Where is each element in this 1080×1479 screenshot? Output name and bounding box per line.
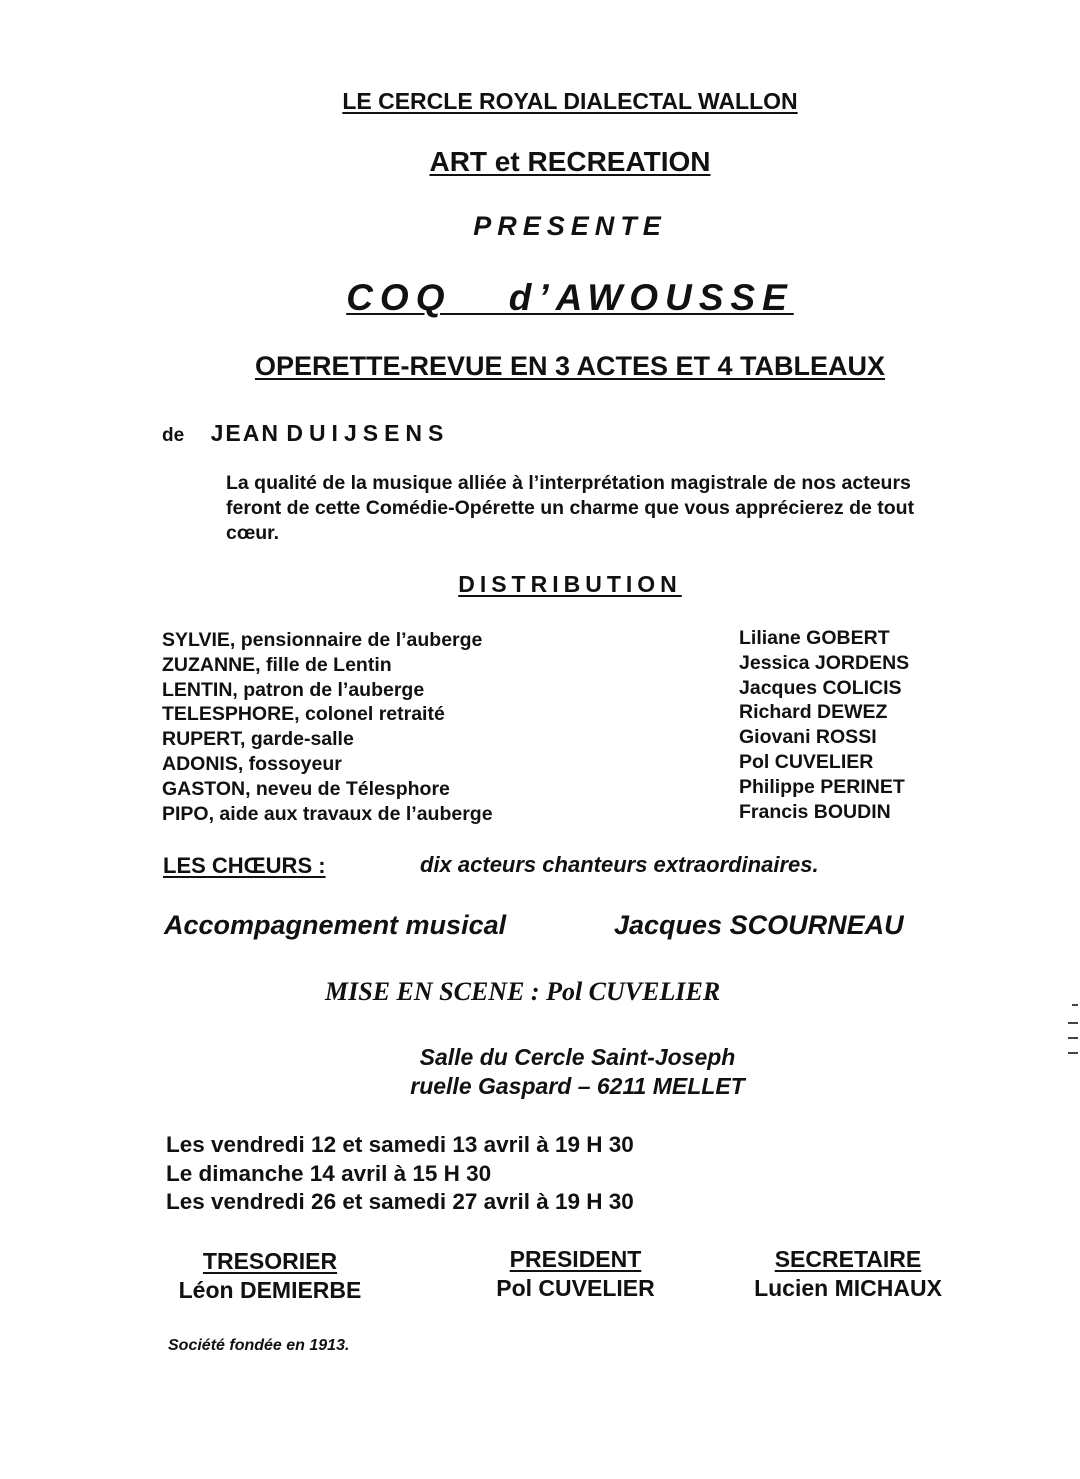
officer-president [458,1246,693,1302]
cast-role: PIPO, aide aux travaux de l’auberge [162,802,493,825]
organisation-name: LE CERCLE ROYAL DIALECTAL WALLON [342,88,798,114]
venue-name: Salle du Cercle Saint-Joseph [419,1044,736,1070]
description-paragraph: La qualité de la musique alliée à l’interprétation magistrale de nos acteurs feront de cette Comédie-Opérette un charme que vous apprécierez de tout cœur. [226,472,915,544]
author-prefix: de [162,425,185,446]
organisation-subtitle: ART et RECREATION [429,146,711,177]
cast-actor: Liliane GOBERT [739,627,890,649]
cast-actor: Jacques COLICIS [739,676,902,699]
cast-roles-column [162,628,493,826]
performance-dates [166,1131,634,1217]
officer-secretary [728,1246,968,1302]
date-line: Les vendredi 26 et samedi 27 avril à 19 H 30 [166,1189,634,1214]
cast-role: TELESPHORE, colonel retraité [162,703,445,726]
presents-label: PRESENTE [473,211,667,241]
play-title: COQ d’AWOUSSE [346,277,794,318]
cast-role: GASTON, neveu de Télesphore [162,777,450,800]
choirs-label: LES CHŒURS : [163,853,326,878]
date-line: Les vendredi 12 et samedi 13 avril à 19 H 30 [166,1132,634,1157]
cast-actors-column [739,626,909,824]
author-last-name: DUIJSENS [286,420,450,446]
cast-role: SYLVIE, pensionnaire de l’auberge [162,629,483,651]
accompaniment-label: Accompagnement musical [164,910,507,940]
cast-actor: Jessica JORDENS [739,651,910,674]
cast-role: LENTIN, patron de l’auberge [162,678,425,701]
author-first-name: JEAN [210,420,280,446]
officer-name: Léon DEMIERBE [178,1277,362,1303]
officer-name: Lucien MICHAUX [754,1275,942,1301]
author-line [162,420,449,447]
choirs-text: dix acteurs chanteurs extraordinaires. [420,852,819,877]
officer-treasurer [155,1248,385,1304]
stage-direction-credit: MISE EN SCENE : Pol CUVELIER [325,977,721,1006]
officer-name: Pol CUVELIER [496,1275,655,1301]
cast-role: ZUZANNE, fille de Lentin [162,653,392,676]
play-subtitle: OPERETTE-REVUE EN 3 ACTES ET 4 TABLEAUX [254,351,886,381]
venue-address: ruelle Gaspard – 6211 MELLET [410,1073,745,1099]
date-line: Le dimanche 14 avril à 15 H 30 [166,1160,492,1186]
cast-actor: Giovani ROSSI [739,726,877,749]
cast-role: RUPERT, garde-salle [162,728,354,751]
officer-role: PRESIDENT [509,1246,642,1272]
founding-note: Société fondée en 1913. [168,1337,350,1354]
officer-role: TRESORIER [202,1248,338,1274]
distribution-heading: DISTRIBUTION [458,571,682,597]
officer-role: SECRETAIRE [774,1246,922,1272]
cast-role: ADONIS, fossoyeur [162,752,342,775]
cast-actor: Francis BOUDIN [739,800,891,823]
cast-actor: Richard DEWEZ [739,701,888,724]
cast-actor: Philippe PERINET [739,775,905,798]
cast-actor: Pol CUVELIER [739,750,874,773]
accompaniment-name: Jacques SCOURNEAU [614,910,904,940]
scan-margin-marks [1068,1000,1080,1060]
